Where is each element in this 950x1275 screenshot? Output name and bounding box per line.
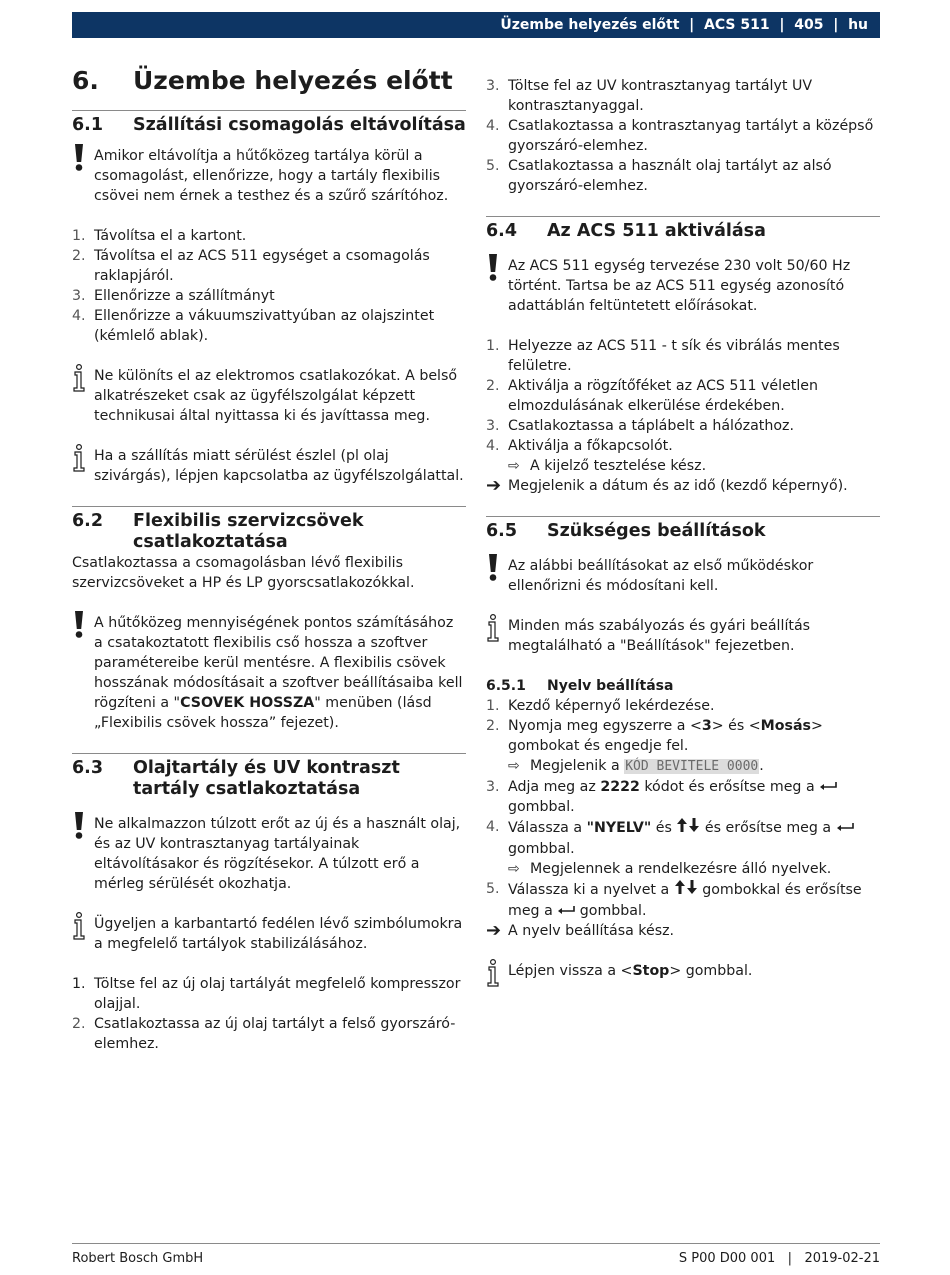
section-heading-6-3 bbox=[72, 753, 466, 800]
list-item: 3. Csatlakoztassa a táplábelt a hálózathoz. bbox=[486, 418, 794, 434]
steps-list bbox=[72, 226, 466, 346]
section-intro: Csatlakoztassa a csomagolásban lévő flexibilis szervizcsöveket a HP és LP gyorscsatlakozókkal. bbox=[72, 555, 415, 591]
list-item: 3. Adja meg az 2222 kódot és erősítse meg a gombbal. bbox=[486, 777, 880, 817]
info-text: Lépjen vissza a <Stop> gombbal. bbox=[508, 963, 753, 979]
display-text: KÓD BEVITELE 0000 bbox=[625, 759, 759, 774]
chapter-number: 6. bbox=[72, 66, 99, 95]
list-item: 5. Csatlakoztassa a használt olaj tartályt az alsó gyorszáró-elemhez. bbox=[486, 158, 832, 194]
info-icon bbox=[72, 446, 94, 466]
section-number: 6.3 bbox=[72, 758, 104, 778]
info-note bbox=[72, 366, 466, 426]
list-item: 4. Csatlakoztassa a kontrasztanyag tartályt a középső gyorszáró-elemhez. bbox=[486, 118, 874, 154]
enter-key-icon bbox=[819, 777, 837, 797]
info-icon bbox=[486, 616, 508, 636]
intermediate-result: ⇨ A kijelző tesztelése kész. bbox=[508, 458, 707, 474]
section-heading-6-2 bbox=[72, 506, 466, 553]
enter-key-icon bbox=[836, 818, 854, 838]
list-item: 5. Válassza ki a nyelvet a gombokkal és erősítse meg a gombbal. bbox=[486, 881, 862, 919]
warning-text: Amikor eltávolítja a hűtőközeg tartálya körül a csomagolást, ellenőrizze, hogy a tartály flexibilis csövei nem érnek a testhez és a szűrő szárítóhoz. bbox=[94, 148, 449, 204]
list-item: 4. Ellenőrizze a vákuumszivattyúban az olajszintet (kémlelő ablak). bbox=[72, 308, 435, 344]
warning-text: A hűtőközeg mennyiségének pontos számításához a csatakoztatott flexibilis cső hossza a szoftver paramétereibe kerül mentésre. A flexibilis csövek hosszának módosításait a szoftver beállításaiba kell rögzíteni a "CSOVEK HOSSZA" menüben (lásd „Flexibilis csövek hossza” fejezet). bbox=[94, 615, 463, 731]
intermediate-result: ⇨ Megjelenik a KÓD BEVITELE 0000. bbox=[486, 756, 880, 777]
warning-text: Az alábbi beállításokat az első működéskor ellenőrizni és módosítani kell. bbox=[508, 558, 814, 594]
footer-docinfo: S P00 D00 001 | 2019-02-21 bbox=[678, 1251, 880, 1266]
warning-icon bbox=[72, 146, 94, 166]
info-note bbox=[486, 961, 880, 981]
section-heading-6-5 bbox=[486, 516, 880, 542]
footer-company: Robert Bosch GmbH bbox=[72, 1251, 204, 1266]
warning-text: Ne alkalmazzon túlzott erőt az új és a használt olaj, és az UV kontrasztanyag tartályainak eltávolításakor és rögzítésekor. A túlzott erő a mérleg sérülését okozhatja. bbox=[94, 816, 461, 892]
info-text: Ha a szállítás miatt sérülést észlel (pl olaj szivárgás), lépjen kapcsolatba az ügyfélszolgálattal. bbox=[94, 448, 464, 484]
warning-icon bbox=[486, 556, 508, 576]
warning-text: Az ACS 511 egység tervezése 230 volt 50/60 Hz történt. Tartsa be az ACS 511 egység azonosító adattáblán feltüntetett előírásokat. bbox=[508, 258, 851, 314]
list-item: 2. Távolítsa el az ACS 511 egységet a csomagolás raklapjáról. bbox=[72, 248, 430, 284]
enter-key-icon bbox=[557, 901, 575, 921]
info-note bbox=[72, 446, 466, 486]
intermediate-result: ⇨ Megjelennek a rendelkezésre álló nyelvek. bbox=[508, 861, 832, 877]
header-product: ACS 511 bbox=[704, 17, 770, 33]
footer-divider bbox=[72, 1243, 880, 1244]
warning-note bbox=[486, 556, 880, 596]
section-heading-6-1 bbox=[72, 110, 466, 136]
info-note bbox=[72, 914, 466, 954]
info-note bbox=[486, 616, 880, 656]
list-item: 1. Távolítsa el a kartont. bbox=[72, 228, 247, 244]
section-title: Olajtartály és UV kontraszt tartály csatlakoztatása bbox=[133, 758, 400, 799]
steps-list-continued bbox=[486, 76, 880, 196]
section-number: 6.5 bbox=[486, 521, 518, 541]
list-item: 3. Ellenőrizze a szállítmányt bbox=[72, 288, 275, 304]
warning-note bbox=[486, 256, 880, 316]
info-icon bbox=[72, 366, 94, 386]
warning-icon bbox=[486, 256, 508, 276]
section-title: Szállítási csomagolás eltávolítása bbox=[133, 115, 466, 135]
subsection-heading-6-5-1 bbox=[486, 676, 880, 696]
subsection-title: Nyelv beállítása bbox=[547, 678, 674, 694]
warning-note bbox=[72, 146, 466, 206]
left-column bbox=[72, 64, 466, 1074]
steps-list bbox=[72, 974, 466, 1054]
footer-doc-number: S P00 D00 001 bbox=[678, 1251, 776, 1266]
arrow-down-icon bbox=[686, 879, 698, 901]
chapter-title: Üzembe helyezés előtt bbox=[133, 66, 453, 95]
section-heading-6-4 bbox=[486, 216, 880, 242]
list-item: 2. Csatlakoztassa az új olaj tartályt a felső gyorszáró-elemhez. bbox=[72, 1016, 456, 1052]
final-result: ➔ Megjelenik a dátum és az idő (kezdő képernyő). bbox=[486, 475, 848, 496]
list-item: 4. Aktiválja a főkapcsolót. bbox=[486, 438, 673, 454]
list-item: 1. Kezdő képernyő lekérdezése. bbox=[486, 698, 715, 714]
header-language: hu bbox=[848, 17, 868, 33]
chapter-heading bbox=[72, 64, 466, 98]
list-item: 1. Helyezze az ACS 511 - t sík és vibrálás mentes felületre. bbox=[486, 338, 840, 374]
section-number: 6.2 bbox=[72, 511, 104, 531]
right-column bbox=[486, 76, 880, 1001]
list-item: 2. Nyomja meg egyszerre a <3> és <Mosás> gombokat és engedje fel. bbox=[486, 718, 823, 754]
list-item: 4. Válassza a "NYELV" és és erősítse meg a gombbal. bbox=[486, 817, 880, 859]
result-arrow-icon: ➔ bbox=[486, 920, 502, 941]
steps-list bbox=[486, 696, 880, 941]
info-icon bbox=[72, 914, 94, 934]
hollow-arrow-icon: ⇨ bbox=[508, 458, 520, 474]
arrow-up-icon bbox=[676, 817, 688, 839]
header-title: Üzembe helyezés előtt bbox=[500, 17, 680, 33]
section-title: Szükséges beállítások bbox=[547, 521, 766, 541]
info-icon bbox=[486, 961, 508, 981]
section-title: Az ACS 511 aktiválása bbox=[547, 221, 766, 241]
warning-note bbox=[72, 814, 466, 894]
footer-date: 2019-02-21 bbox=[804, 1251, 880, 1266]
hollow-arrow-icon: ⇨ bbox=[508, 758, 520, 774]
section-number: 6.4 bbox=[486, 221, 518, 241]
info-text: Ügyeljen a karbantartó fedélen lévő szimbólumokra a megfelelő tartályok stabilizálásához. bbox=[94, 916, 463, 952]
steps-list bbox=[486, 336, 880, 496]
warning-icon bbox=[72, 814, 94, 834]
final-result: ➔ A nyelv beállítása kész. bbox=[486, 920, 675, 941]
warning-icon bbox=[72, 613, 94, 633]
info-text: Minden más szabályozás és gyári beállítás megtalálható a "Beállítások" fejezetben. bbox=[508, 618, 811, 654]
warning-note bbox=[72, 613, 466, 733]
list-item: 1. Töltse fel az új olaj tartályát megfelelő kompresszor olajjal. bbox=[72, 976, 461, 1012]
arrow-up-icon bbox=[674, 879, 686, 901]
section-number: 6.1 bbox=[72, 115, 104, 135]
info-text: Ne különíts el az elektromos csatlakozókat. A belső alkatrészeket csak az ügyfélszolgálat képzett technikusai által nyittassa ki és javíttassa meg. bbox=[94, 368, 458, 424]
list-item: 2. Aktiválja a rögzítőféket az ACS 511 véletlen elmozdulásának elkerülése érdekében. bbox=[486, 378, 819, 414]
result-arrow-icon: ➔ bbox=[486, 475, 502, 496]
subsection-number: 6.5.1 bbox=[486, 678, 526, 694]
running-header: Üzembe helyezés előtt | ACS 511 | 405 | hu bbox=[72, 12, 880, 38]
section-title: Flexibilis szervizcsövek csatlakoztatása bbox=[133, 511, 364, 552]
list-item: 3. Töltse fel az UV kontrasztanyag tartályt UV kontrasztanyaggal. bbox=[486, 78, 813, 114]
header-page-number: 405 bbox=[794, 17, 824, 33]
arrow-down-icon bbox=[688, 817, 700, 839]
hollow-arrow-icon: ⇨ bbox=[508, 861, 520, 877]
